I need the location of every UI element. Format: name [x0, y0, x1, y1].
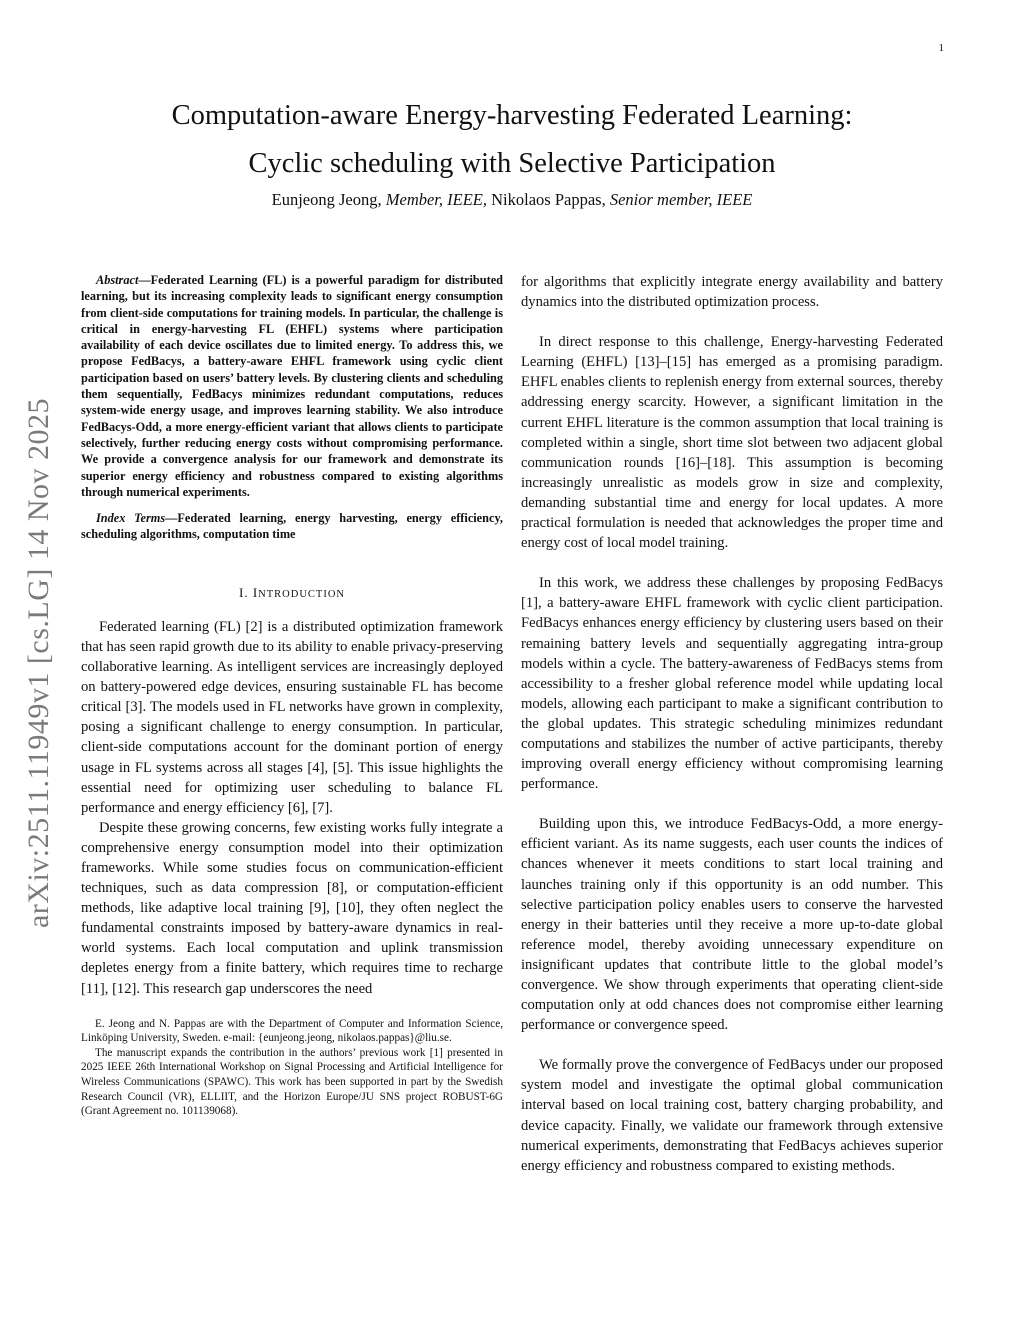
intro-paragraph-1: Federated learning (FL) [2] is a distributed optimization framework that has seen rapid growth due to its ability to enable privacy-preserving collaborative learning. As intelligent services are increasingly deployed on battery-powered edge devices, ensuring sustainable FL has become critical [3]. The models used in FL networks have grown in complexity, posing a significant challenge to energy consumption. In particular, client-side computations account for the dominant portion of energy usage in FL systems across all stages [4], [5]. This issue highlights the essential need for optimizing user scheduling to balance FL performance and energy efficiency [6], [7].: [81, 618, 503, 816]
abstract: [81, 272, 503, 500]
author-1-name: Eunjeong Jeong,: [271, 190, 382, 209]
right-paragraph-5: We formally prove the convergence of FedBacys under our proposed system model and investigate the optimal global communication interval based on local training cost, battery charging probability, and device capacity. Finally, we validate our framework through extensive numerical experiments, demonstrating that FedBacys achieves superior energy efficiency and robustness compared to existing methods.: [521, 1057, 943, 1174]
author-1-role: Member, IEEE,: [385, 190, 488, 209]
title-line-1: Computation-aware Energy-harvesting Federated Learning:: [171, 100, 853, 131]
section-title-initial: I: [252, 584, 259, 600]
abstract-text: —Federated Learning (FL) is a powerful paradigm for distributed learning, but its increasing complexity leads to significant energy consumption from client-side computations for training models. In particular, the challenge is critical in energy-harvesting FL (EHFL) systems where participation availability of each device oscillates due to limited energy. To address this, we propose FedBacys, a battery-aware EHFL framework using cyclic client participation based on users’ battery levels. By clustering clients and scheduling them sequentially, FedBacys minimizes redundant computations, reduces system-wide energy usage, and improves learning stability. We also introduce FedBacys-Odd, a more energy-efficient variant that allows clients to participate selectively, further reducing energy costs without compromising performance. We provide a convergence analysis for our framework and demonstrate its superior energy efficiency and robustness compared to existing algorithms through numerical experiments.: [81, 273, 503, 499]
intro-paragraph-2: Despite these growing concerns, few existing works fully integrate a comprehensive energy consumption model into their optimization frameworks. While some studies focus on communication-efficient techniques, such as data compression [8], or computation-efficient methods, like adaptive local training [9], [10], they often neglect the fundamental constraints imposed by battery-aware dynamics in real-world systems. Each local computation and uplink transmission depletes energy from a finite battery, which requires time to recharge [11], [12]. This research gap underscores the need: [81, 819, 503, 997]
index-terms: [81, 510, 503, 543]
section-heading-introduction: [81, 583, 503, 605]
right-paragraph-1: for algorithms that explicitly integrate energy availability and battery dynamics into the distributed optimization process.: [521, 274, 943, 311]
right-paragraph-2: In direct response to this challenge, Energy-harvesting Federated Learning (EHFL) [13]–[15] has emerged as a promising paradigm. EHFL enables clients to replenish energy from external sources, thereby addressing energy scarcity. However, a significant limitation in the current EHFL literature is the common assumption that local training is completed within a single, short time slot between two adjacent global communication rounds [16]–[18]. This assumption is becoming increasingly unrealistic as models grow in size and complexity, demanding substantial time and energy for local updates. A more practical formulation is needed that acknowledges the proper time and energy cost of local model training.: [521, 334, 943, 552]
right-paragraph-3: In this work, we address these challenges by proposing FedBacys [1], a battery-aware EHFL framework with cyclic client participation. FedBacys enhances energy efficiency by clustering users based on their remaining battery levels and sequentially aggregating intra-group models within a cycle. The battery-awareness of FedBacys stems from accessibility to a fresher global reference model while updating local models, allowing each participant to make a significant contribution to the global updates. This strategic scheduling minimizes redundant computations and stabilizes the number of active participants, thereby improving overall energy efficiency without compromising learning performance.: [521, 575, 943, 793]
section-number: I.: [238, 584, 249, 600]
arxiv-identifier[interactable]: arXiv:2511.11949v1 [cs.LG] 14 Nov 2025: [22, 397, 55, 929]
title-line-2: Cyclic scheduling with Selective Participation: [248, 148, 776, 179]
author-2-role: Senior member, IEEE: [609, 190, 753, 209]
author-line: [100, 190, 924, 210]
right-column: [521, 272, 943, 1196]
footnote-affiliation: E. Jeong and N. Pappas are with the Department of Computer and Information Science, Linköping University, Sweden. e-mail: {eunjeong.jeong, nikolaos.pappas}@liu.se.: [81, 1017, 503, 1045]
footnote-funding: The manuscript expands the contribution in the authors’ previous work [1] presented in 2025 IEEE 26th International Workshop on Signal Processing and Artificial Intelligence for Wireless Communications (SPAWC). This work has been supported in part by the Swedish Research Council (VR), ELLIIT, and the Horizon Europe/JU SNS project ROBUST-6G (Grant Agreement no. 101139068).: [81, 1046, 503, 1118]
left-column: [81, 272, 503, 1119]
page-number: 1: [938, 42, 944, 54]
paper-title: [100, 92, 924, 188]
abstract-label: Abstract: [96, 273, 139, 287]
index-terms-text: —Federated learning, energy harvesting, energy efficiency, scheduling algorithms, computation time: [81, 511, 503, 542]
right-paragraph-4: Building upon this, we introduce FedBacys-Odd, a more energy-efficient variant. As its name suggests, each user counts the indices of chances whenever it meets conditions to start local training and launches training only if this opportunity is an odd number. This selective participation policy enables users to conserve the harvested energy in their batteries until they receive a more up-to-date global reference model, thereby avoiding unnecessary expenditure on insignificant updates that contribute little to the global model’s convergence. We show through experiments that operating client-side computation only at odd chances does not compromise either learning performance or convergence speed.: [521, 816, 943, 1034]
section-title-rest: NTRODUCTION: [258, 588, 345, 600]
index-terms-label: Index Terms: [96, 511, 166, 526]
author-2-name: Nikolaos Pappas,: [491, 190, 606, 209]
